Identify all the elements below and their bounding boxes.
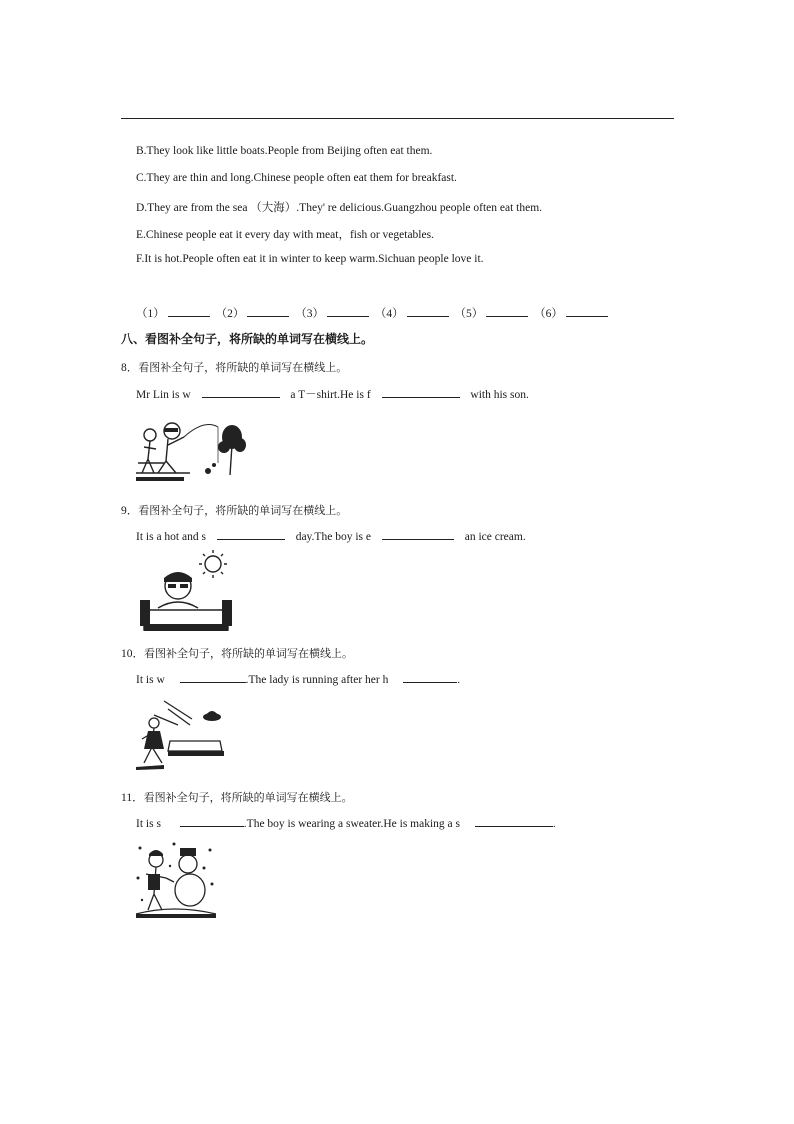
answer-blank-5[interactable]: [486, 306, 528, 317]
answer-number: （6）: [534, 308, 563, 320]
q9-blank-1[interactable]: [217, 529, 285, 540]
question-number: 9．: [121, 505, 139, 517]
question-instruction: 看图补全句子，将所缺的单词写在横线上。: [138, 504, 348, 517]
snowy-day-picture: [134, 838, 218, 920]
question-number: 10．: [121, 648, 144, 660]
answer-blanks-row: [136, 305, 611, 321]
q8-blank-1[interactable]: [202, 387, 280, 398]
sentence-part: .The lady is running after her h: [245, 674, 389, 686]
sentence-part: It is a hot and s: [136, 531, 206, 543]
question-11-sentence: [136, 816, 556, 830]
sentence-part: It is w: [136, 674, 165, 686]
answer-blank-1[interactable]: [168, 306, 210, 317]
question-instruction: 看图补全句子，将所缺的单词写在横线上。: [144, 647, 353, 660]
answer-blank-2[interactable]: [247, 306, 289, 317]
sentence-part: Mr Lin is w: [136, 389, 191, 401]
question-11-title: [121, 789, 353, 805]
question-9-title: [121, 502, 347, 518]
q10-blank-1[interactable]: [180, 672, 246, 683]
sentence-part: .: [457, 674, 461, 686]
question-8-sentence: [136, 386, 529, 402]
answer-number: （5）: [454, 308, 484, 320]
q9-blank-2[interactable]: [382, 529, 454, 540]
option-b: B.They look like little boats.People from Beijing often eat them.: [136, 145, 433, 157]
sentence-part: .: [552, 818, 556, 830]
question-instruction: 看图补全句子，将所缺的单词写在横线上。: [143, 791, 353, 804]
fishing-picture: [134, 415, 246, 483]
sunny-day-picture: [136, 548, 234, 636]
question-instruction: 看图补全句子，将所缺的单词写在横线上。: [138, 361, 348, 374]
answer-number: （1）: [136, 308, 165, 320]
sentence-part: .The boy is wearing a sweater.He is making a s: [243, 818, 461, 830]
answer-blank-4[interactable]: [407, 306, 449, 317]
option-f: F.It is hot.People often eat it in winter to keep warm.Sichuan people love it.: [136, 253, 484, 265]
sentence-part: day.The boy is e: [295, 531, 371, 543]
sentence-part: with his son.: [470, 389, 529, 401]
answer-blank-6[interactable]: [566, 306, 608, 317]
q11-blank-1[interactable]: [180, 816, 244, 827]
sentence-part: an ice cream.: [464, 531, 526, 543]
answer-number: （4）: [374, 308, 404, 320]
q11-blank-2[interactable]: [475, 816, 553, 827]
answer-blank-3[interactable]: [327, 306, 369, 317]
question-8-title: [121, 359, 347, 375]
sentence-part: It is s: [136, 818, 161, 830]
windy-day-picture: [134, 697, 230, 771]
answer-number: （2）: [215, 308, 245, 320]
question-9-sentence: [136, 529, 526, 543]
option-d: D.They are from the sea （大海）.They' re delicious.Guangzhou people often eat them.: [136, 202, 543, 214]
sentence-part: a T－shirt.He is f: [290, 389, 371, 401]
question-number: 8．: [121, 362, 139, 374]
answer-number: （3）: [295, 308, 324, 320]
option-c: C.They are thin and long.Chinese people often eat them for breakfast.: [136, 172, 457, 184]
q10-blank-2[interactable]: [403, 672, 457, 683]
option-e: E.Chinese people eat it every day with meat，fish or vegetables.: [136, 229, 434, 241]
header-rule: [121, 118, 674, 119]
section-title: 八、看图补全句子，将所缺的单词写在横线上。: [121, 332, 374, 346]
q8-blank-2[interactable]: [382, 387, 460, 398]
question-number: 11．: [121, 792, 144, 804]
question-10-title: [121, 645, 353, 661]
question-10-sentence: [136, 672, 460, 686]
